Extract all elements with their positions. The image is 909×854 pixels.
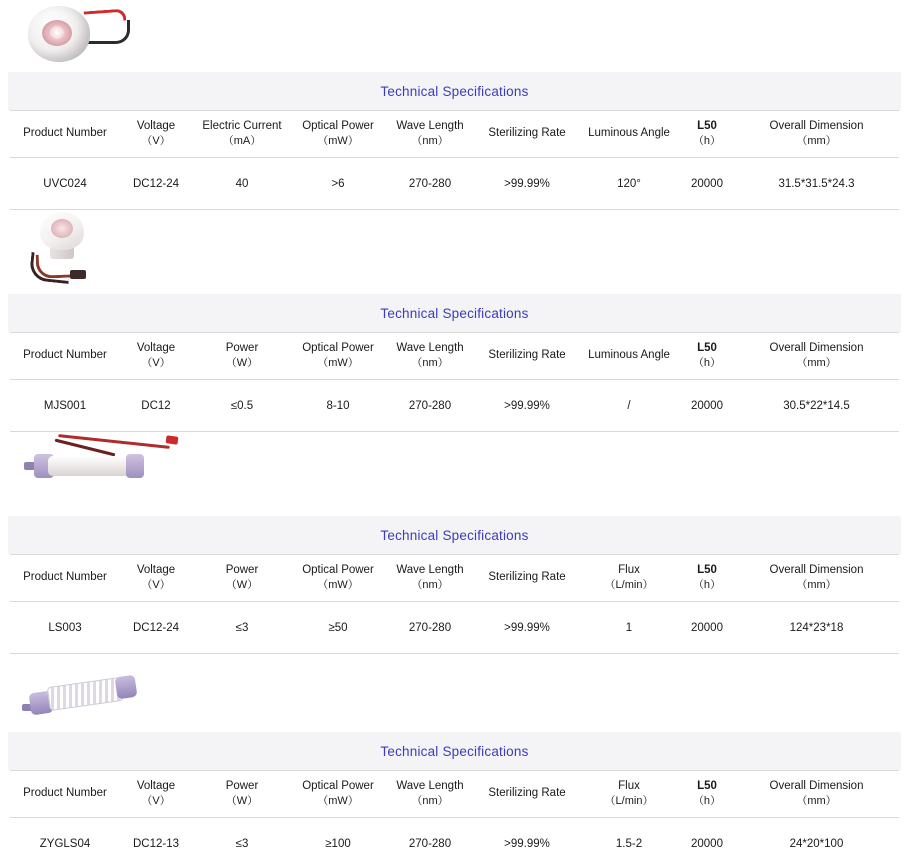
column-header: Voltage （V） (120, 771, 192, 818)
cell-flux: 1 (578, 602, 680, 654)
column-header: Flux （L/min） (578, 771, 680, 818)
cell-wave-length: 270-280 (384, 818, 476, 854)
product-block-4 (0, 654, 909, 854)
table-row (10, 380, 899, 432)
cell-voltage: DC12-24 (120, 158, 192, 210)
spec-table-2 (10, 332, 899, 432)
column-header: Power （W） (192, 333, 292, 380)
cell-voltage: DC12 (120, 380, 192, 432)
table-row (10, 602, 899, 654)
column-header: Voltage （V） (120, 333, 192, 380)
tube-end-right (115, 675, 138, 700)
table-row (10, 818, 899, 854)
tube-body (48, 456, 134, 476)
cell-product-number: UVC024 (10, 158, 120, 210)
table-header-row (10, 333, 899, 380)
cell-product-number: ZYGLS04 (10, 818, 120, 854)
cell-power: ≤3 (192, 602, 292, 654)
product-block-3 (0, 432, 909, 654)
cell-sterilizing-rate: >99.99% (476, 380, 578, 432)
column-header: Wave Length （nm） (384, 111, 476, 158)
column-header: Sterilizing Rate (476, 333, 578, 380)
product-block-2 (0, 210, 909, 432)
wire-tip (166, 435, 179, 445)
connector-plug (70, 270, 86, 279)
cell-power: ≤0.5 (192, 380, 292, 432)
spec-header-3 (8, 516, 901, 554)
cell-overall-dimension: 30.5*22*14.5 (734, 380, 899, 432)
column-header: Voltage （V） (120, 111, 192, 158)
cell-optical-power: >6 (292, 158, 384, 210)
column-header: Product Number (10, 771, 120, 818)
uvc-water-sterilizer-tube-illustration (18, 432, 218, 516)
spec-header-2 (8, 294, 901, 332)
table-row (10, 158, 899, 210)
column-header: Product Number (10, 111, 120, 158)
column-header: Sterilizing Rate (476, 111, 578, 158)
cell-voltage: DC12-13 (120, 818, 192, 854)
table-header-row (10, 771, 899, 818)
spec-header-label: Technical Specifications (380, 743, 529, 759)
cell-sterilizing-rate: >99.99% (476, 602, 578, 654)
black-wire (84, 20, 130, 44)
spec-table-4 (10, 770, 899, 854)
column-header: Power （W） (192, 555, 292, 602)
cell-optical-power: 8-10 (292, 380, 384, 432)
column-header: Wave Length （nm） (384, 771, 476, 818)
column-header: Overall Dimension （mm） (734, 555, 899, 602)
column-header: Voltage （V） (120, 555, 192, 602)
spec-header-label: Technical Specifications (380, 305, 529, 321)
cell-luminous-angle: / (578, 380, 680, 432)
cell-wave-length: 270-280 (384, 380, 476, 432)
cell-luminous-angle: 120° (578, 158, 680, 210)
cell-power: ≤3 (192, 818, 292, 854)
cell-overall-dimension: 31.5*31.5*24.3 (734, 158, 899, 210)
column-header: Product Number (10, 555, 120, 602)
cell-flux: 1.5-2 (578, 818, 680, 854)
spec-header-label: Technical Specifications (380, 527, 529, 543)
column-header: L50 （h） (680, 111, 734, 158)
column-header: Overall Dimension （mm） (734, 333, 899, 380)
cell-product-number: MJS001 (10, 380, 120, 432)
tube-body-ribbed (47, 677, 124, 711)
cell-product-number: LS003 (10, 602, 120, 654)
product-image-1 (0, 0, 909, 72)
column-header: Product Number (10, 333, 120, 380)
column-header: Luminous Angle (578, 333, 680, 380)
cell-l50: 20000 (680, 818, 734, 854)
cell-optical-power: ≥100 (292, 818, 384, 854)
cell-wave-length: 270-280 (384, 602, 476, 654)
column-header: L50 （h） (680, 771, 734, 818)
tube-end-right (126, 454, 144, 478)
column-header: Optical Power （mW） (292, 333, 384, 380)
product-image-2 (0, 210, 909, 294)
spec-table-3 (10, 554, 899, 654)
cell-l50: 20000 (680, 602, 734, 654)
column-header: Overall Dimension （mm） (734, 111, 899, 158)
column-header: Optical Power （mW） (292, 555, 384, 602)
lamp-lens-inner (50, 26, 64, 39)
column-header: Luminous Angle (578, 111, 680, 158)
cell-l50: 20000 (680, 380, 734, 432)
column-header: L50 （h） (680, 555, 734, 602)
cell-sterilizing-rate: >99.99% (476, 818, 578, 854)
spec-table-1 (10, 110, 899, 210)
product-block-1 (0, 0, 909, 210)
product-image-3 (0, 432, 909, 516)
cell-electric-current: 40 (192, 158, 292, 210)
uvc-ribbed-sterilizer-tube-illustration (18, 664, 218, 732)
cell-voltage: DC12-24 (120, 602, 192, 654)
table-header-row (10, 111, 899, 158)
product-image-4 (0, 654, 909, 732)
uvc-lamp-module-round-illustration (18, 0, 218, 72)
column-header: Optical Power （mW） (292, 111, 384, 158)
column-header: Flux （L/min） (578, 555, 680, 602)
cell-overall-dimension: 24*20*100 (734, 818, 899, 854)
column-header: Overall Dimension （mm） (734, 771, 899, 818)
spec-header-1 (8, 72, 901, 110)
spec-header-label: Technical Specifications (380, 83, 529, 99)
table-header-row (10, 555, 899, 602)
cell-l50: 20000 (680, 158, 734, 210)
cell-overall-dimension: 124*23*18 (734, 602, 899, 654)
column-header: Wave Length （nm） (384, 333, 476, 380)
column-header: Sterilizing Rate (476, 555, 578, 602)
uvc-lamp-module-with-leads-illustration (18, 210, 218, 294)
column-header: Optical Power （mW） (292, 771, 384, 818)
column-header: Electric Current （mA） (192, 111, 292, 158)
lamp-lens (51, 219, 73, 238)
spec-header-4 (8, 732, 901, 770)
cell-sterilizing-rate: >99.99% (476, 158, 578, 210)
cell-wave-length: 270-280 (384, 158, 476, 210)
cell-optical-power: ≥50 (292, 602, 384, 654)
column-header: L50 （h） (680, 333, 734, 380)
column-header: Power （W） (192, 771, 292, 818)
column-header: Sterilizing Rate (476, 771, 578, 818)
column-header: Wave Length （nm） (384, 555, 476, 602)
